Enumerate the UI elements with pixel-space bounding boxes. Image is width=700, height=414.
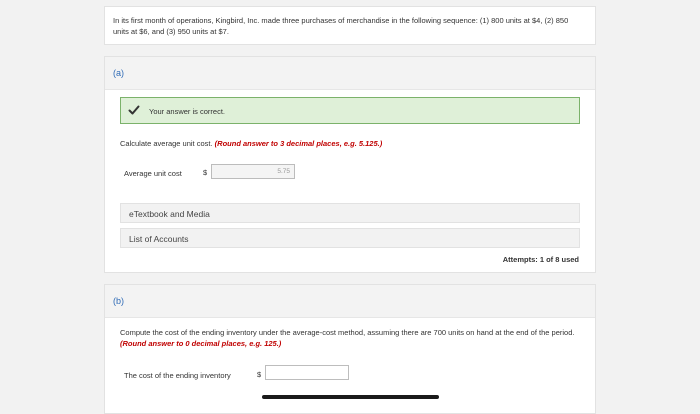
attempts-counter: Attempts: 1 of 8 used (502, 255, 579, 264)
part-b-instruction (120, 327, 582, 349)
problem-statement: In its first month of operations, Kingbird, Inc. made three purchases of merchandise in the following sequence: (1) 800 units at $4, (2) 850 units at $6, and (3) 950 units at $7. (113, 16, 569, 36)
part-b-rounding-note: (Round answer to 0 decimal places, e.g. 125.) (120, 339, 282, 348)
list-of-accounts-button[interactable]: List of Accounts (120, 228, 580, 248)
feedback-text: Your answer is correct. (149, 107, 226, 116)
part-a-instruction-text: Calculate average unit cost. (120, 139, 213, 148)
etextbook-media-button[interactable]: eTextbook and Media (120, 203, 580, 223)
correct-feedback-box (120, 97, 580, 124)
ending-inventory-cost-input[interactable] (265, 365, 349, 380)
part-b-label: (b) (113, 296, 124, 306)
part-a-section (104, 56, 596, 273)
currency-symbol: $ (203, 168, 208, 177)
part-b-instruction-text: Compute the cost of the ending inventory under the average-cost method, assuming there are 700 units on hand at the end of the period. (120, 328, 575, 337)
part-a-instruction (120, 138, 580, 149)
home-indicator-bar[interactable] (262, 395, 439, 399)
part-a-rounding-note: (Round answer to 3 decimal places, e.g. 5.125.) (214, 139, 383, 148)
currency-symbol: $ (257, 370, 262, 379)
problem-intro-card (104, 6, 596, 45)
average-unit-cost-input[interactable]: 5.75 (211, 164, 295, 179)
ending-inventory-cost-label: The cost of the ending inventory (124, 371, 231, 380)
average-unit-cost-label: Average unit cost (124, 169, 182, 178)
part-b-header (105, 285, 595, 318)
part-a-header (105, 57, 595, 90)
part-a-label: (a) (113, 68, 124, 78)
checkmark-icon (128, 104, 140, 116)
